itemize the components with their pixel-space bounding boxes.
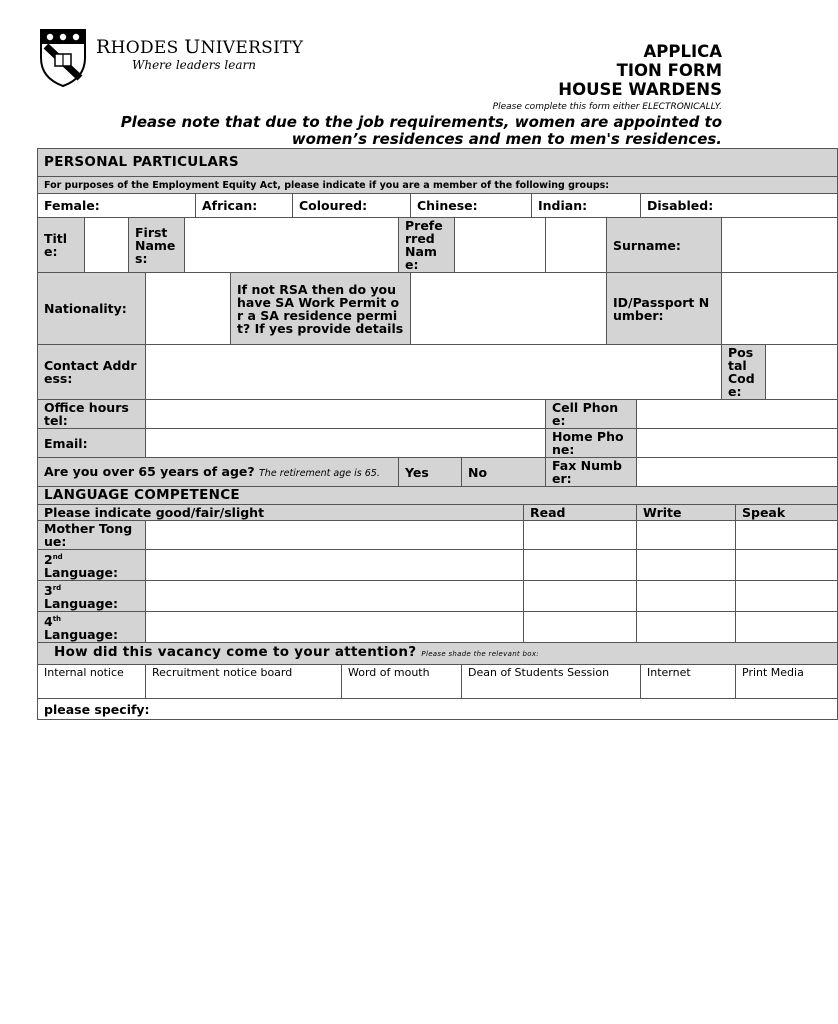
email-input[interactable] — [146, 429, 546, 458]
third-language-input[interactable] — [146, 581, 524, 612]
group-indian-field[interactable]: Indian: — [532, 194, 641, 218]
title-label: Title: — [38, 218, 85, 273]
university-name: RHODES UNIVERSITY — [96, 36, 304, 58]
mother-tongue-read[interactable] — [524, 521, 637, 550]
home-phone-input[interactable] — [637, 429, 838, 458]
group-chinese-field[interactable]: Chinese: — [411, 194, 532, 218]
complete-note: Please complete this form either ELECTRONICALLY. — [492, 102, 722, 112]
surname-input[interactable] — [722, 218, 838, 273]
application-form-table — [37, 148, 838, 720]
mother-tongue-input[interactable] — [146, 521, 524, 550]
second-language-label: 2nd Language: — [38, 550, 146, 581]
option-recruitment-notice-board[interactable]: Recruitment notice board — [146, 665, 342, 699]
language-indicate-label: Please indicate good/fair/slight — [38, 505, 524, 521]
group-female-field[interactable]: Female: — [38, 194, 196, 218]
mother-tongue-speak[interactable] — [736, 521, 838, 550]
second-language-input[interactable] — [146, 550, 524, 581]
work-permit-label: If not RSA then do you have SA Work Permit or a SA residence permit? If yes provide details — [231, 273, 411, 345]
postal-code-input[interactable] — [766, 345, 838, 400]
cell-phone-label: Cell Phone: — [546, 400, 637, 429]
email-label: Email: — [38, 429, 146, 458]
contact-address-input[interactable] — [146, 345, 722, 400]
spacer-cell — [546, 218, 607, 273]
fourth-language-label: 4th Language: — [38, 612, 146, 643]
fax-number-label: Fax Number: — [546, 458, 637, 487]
please-specify-field[interactable]: please specify: — [38, 699, 838, 720]
nationality-input[interactable] — [146, 273, 231, 345]
office-tel-input[interactable] — [146, 400, 546, 429]
mother-tongue-label: Mother Tongue: — [38, 521, 146, 550]
read-column-header: Read — [524, 505, 637, 521]
vacancy-question: How did this vacancy come to your attention? Please shade the relevant box: — [38, 643, 838, 665]
employment-equity-note: For purposes of the Employment Equity Act, please indicate if you are a member of the following groups: — [38, 177, 838, 194]
group-disabled-field[interactable]: Disabled: — [641, 194, 838, 218]
over-65-question: Are you over 65 years of age? The retirement age is 65. — [38, 458, 399, 487]
group-african-field[interactable]: African: — [196, 194, 293, 218]
second-language-speak[interactable] — [736, 550, 838, 581]
contact-address-label: Contact Address: — [38, 345, 146, 400]
fourth-language-speak[interactable] — [736, 612, 838, 643]
rhodes-crest-icon — [38, 28, 88, 88]
language-competence-heading: LANGUAGE COMPETENCE — [38, 487, 838, 505]
home-phone-label: Home Phone: — [546, 429, 637, 458]
over-65-no-option[interactable]: No — [462, 458, 546, 487]
second-language-read[interactable] — [524, 550, 637, 581]
third-language-speak[interactable] — [736, 581, 838, 612]
option-dean-of-students-session[interactable]: Dean of Students Session — [462, 665, 641, 699]
form-title: APPLICA TION FORM HOUSE WARDENS — [558, 42, 722, 99]
job-requirements-note: Please note that due to the job requirements, women are appointed to women’s residences and men to men's residences. — [120, 113, 722, 148]
preferred-name-input[interactable] — [455, 218, 546, 273]
preferred-name-label: Preferred Name: — [399, 218, 455, 273]
personal-particulars-heading: PERSONAL PARTICULARS — [38, 149, 838, 177]
write-column-header: Write — [637, 505, 736, 521]
office-tel-label: Office hours tel: — [38, 400, 146, 429]
first-names-input[interactable] — [185, 218, 399, 273]
university-logo — [38, 28, 304, 90]
third-language-read[interactable] — [524, 581, 637, 612]
id-passport-label: ID/Passport Number: — [607, 273, 722, 345]
id-passport-input[interactable] — [722, 273, 838, 345]
work-permit-input[interactable] — [411, 273, 607, 345]
title-input[interactable] — [85, 218, 129, 273]
surname-label: Surname: — [607, 218, 722, 273]
nationality-label: Nationality: — [38, 273, 146, 345]
third-language-label: 3rd Language: — [38, 581, 146, 612]
over-65-yes-option[interactable]: Yes — [399, 458, 462, 487]
cell-phone-input[interactable] — [637, 400, 838, 429]
group-coloured-field[interactable]: Coloured: — [293, 194, 411, 218]
option-internet[interactable]: Internet — [641, 665, 736, 699]
option-internal-notice[interactable]: Internal notice — [38, 665, 146, 699]
speak-column-header: Speak — [736, 505, 838, 521]
fax-number-input[interactable] — [637, 458, 838, 487]
postal-code-label: Postal Code: — [722, 345, 766, 400]
fourth-language-write[interactable] — [637, 612, 736, 643]
fourth-language-read[interactable] — [524, 612, 637, 643]
first-names-label: First Names: — [129, 218, 185, 273]
university-tagline: Where leaders learn — [132, 58, 256, 72]
option-print-media[interactable]: Print Media — [736, 665, 838, 699]
second-language-write[interactable] — [637, 550, 736, 581]
third-language-write[interactable] — [637, 581, 736, 612]
fourth-language-input[interactable] — [146, 612, 524, 643]
option-word-of-mouth[interactable]: Word of mouth — [342, 665, 462, 699]
mother-tongue-write[interactable] — [637, 521, 736, 550]
